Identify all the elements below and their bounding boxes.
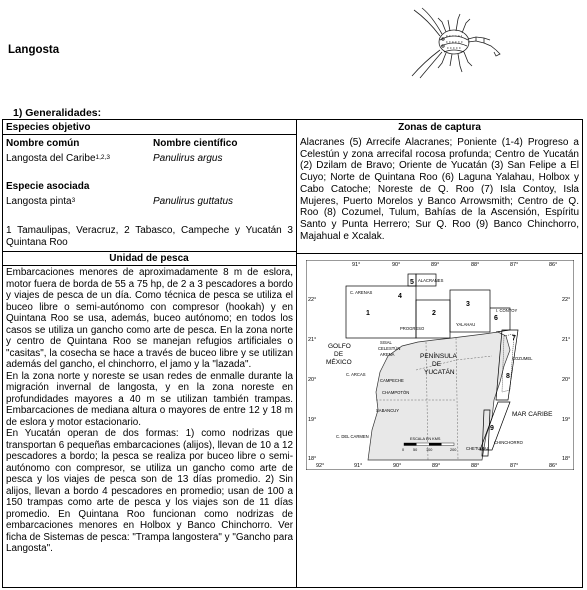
lat-label: 18° xyxy=(308,456,317,462)
map-place: CHAMPOTÓN xyxy=(382,390,410,395)
svg-text:0: 0 xyxy=(402,448,405,452)
lon-label: 89° xyxy=(432,463,441,469)
svg-text:200: 200 xyxy=(450,448,457,452)
zones-heading: Zonas de captura xyxy=(398,122,481,133)
zone-number: 9 xyxy=(490,425,494,432)
map-place: I. CONTOY xyxy=(496,308,518,313)
lon-label: 91° xyxy=(354,463,363,469)
lat-label: 19° xyxy=(562,417,571,423)
map-place: C. ARENAS xyxy=(350,290,373,295)
table-column-divider xyxy=(296,119,297,588)
map-region-label: DE xyxy=(432,361,442,368)
lon-label: 87° xyxy=(510,262,519,268)
zone-number: 2 xyxy=(432,310,436,317)
map-place: CHETUMAL xyxy=(466,446,490,451)
lat-label: 21° xyxy=(562,337,571,343)
lon-label: 88° xyxy=(471,262,480,268)
zone-number: 7 xyxy=(512,335,516,342)
map-place: ARENA xyxy=(380,352,395,357)
map-place: C. DEL CARMEN xyxy=(336,434,369,439)
lat-label: 22° xyxy=(562,297,571,303)
map-place: YALAHAU xyxy=(456,322,476,327)
species-footnote: 1 Tamaulipas, Veracruz, 2 Tabasco, Campeche y Yucatán 3 Quintana Roo xyxy=(6,225,293,248)
svg-text:50: 50 xyxy=(413,448,418,452)
map-place: SISAL xyxy=(380,340,392,345)
map-place: C. ARCAS xyxy=(346,372,366,377)
zone-number: 8 xyxy=(506,373,510,380)
zone-number: 3 xyxy=(466,301,470,308)
associated-species-scientific: Panulirus guttatus xyxy=(153,196,234,207)
lon-label: 92° xyxy=(316,463,325,469)
lat-label: 22° xyxy=(308,297,317,303)
svg-text:100: 100 xyxy=(426,448,433,452)
map-place: SABANCUY xyxy=(376,408,400,413)
associated-species-common: Langosta pinta$^3$ xyxy=(6,196,76,207)
lat-label: 20° xyxy=(562,377,571,383)
lon-label: 86° xyxy=(549,262,558,268)
scientific-name-header: Nombre científico xyxy=(153,138,238,149)
lon-label: 91° xyxy=(352,262,361,268)
map-place: PROGRESO xyxy=(400,326,425,331)
map-place: ALACRANES xyxy=(418,278,444,283)
map-region-label: MÉXICO xyxy=(326,359,352,366)
svg-text:ESCALA EN KMS: ESCALA EN KMS xyxy=(410,437,441,441)
zone-number: 5 xyxy=(410,279,414,286)
lon-label: 90° xyxy=(392,262,401,268)
table-divider xyxy=(2,251,296,252)
page-title: Langosta xyxy=(8,44,60,56)
map-place: COZUMEL xyxy=(512,356,533,361)
lon-label: 87° xyxy=(510,463,519,469)
zones-text: Alacranes (5) Arrecife Alacranes; Poniente (1-4) Progreso a Celestún y zona arrecifal rocosa profunda; Centro de Yucatán (2) Dzilam de Bravo; Oriente de Yucatán (3) San Felipe a El Cuyo; Norte de Quintana Roo (6) Laguna Yalahau, Holbox y Cabo Catoche; Noreste de Q. Roo (7) Isla Contoy, Isla Mujeres, Puerto Morelos y Banco Arrowsmith; Centro de Q. Roo (8) Cozumel, Tulum, Bahías de la Ascensión, Espíritu Santo y Punta Herrero; Sur Q. Roo (9) Banco Chinchorro, Majahual e Xcalak. xyxy=(300,137,579,242)
common-name-header: Nombre común xyxy=(6,138,80,149)
section-heading: 1) Generalidades: xyxy=(13,107,102,119)
lat-label: 20° xyxy=(308,377,317,383)
fishing-unit-heading: Unidad de pesca xyxy=(109,253,189,264)
lon-label: 89° xyxy=(431,262,440,268)
lat-label: 21° xyxy=(308,337,317,343)
lon-label: 90° xyxy=(393,463,402,469)
map-region-label: DE xyxy=(334,351,344,358)
map-place: CHINCHORRO xyxy=(494,440,523,445)
zone-number: 1 xyxy=(366,310,370,317)
fishing-unit-text: Embarcaciones menores de aproximadamente 8 m de eslora, motor fuera de borda de 55 a 75 hp, de 2 a 3 pescadores a bordo y viajes de pesca de un día. Como técnica de pesca se utiliza el buceo libre o semi-autónomo con compresor (hookah) y en Quintana Roo se usa, además, buceo autónomo; en todos los casos se utiliza un gancho como arte de pesca. En la zona norte y centro de Quintana Roo se manejan refugios artificiales o "casitas", la cosecha se hace a través de buceo libre y se utilizan además del gancho, el chinchorro, el jamo y la "lazada". En la zona norte y noreste se usan redes de enmalle durante la migración invernal de langosta, y en la zona noreste en profundidades mayores a 40 m se utilizan también trampas. Embarcaciones de mediana altura o mayores de entre 12 y 18 m de eslora y motor estacionario. En Yucatán operan de dos formas: 1) como nodrizas que transportan 6 pequeñas embarcaciones (alijos), llevan de 10 a 12 pescadores a bordo; la pesca se realiza por buceo libre o semi-autónomo con compresor, se utiliza un gancho como arte de pesca y los viajes de pesca son de 13 días promedio. 2) Sin alijos, llevan a bordo 4 pescadores en promedio; usan de 100 a 150 trampas como arte de pesca y los viajes son de 11 días promedio. En Quintana Roo funcionan como nodrizas de embarcaciones menores en Holbox y Banco Chinchorro. Ver ficha de Sistemas de pesca: "Trampa langostera" y "Gancho para Langosta". xyxy=(6,267,293,554)
zone-number: 4 xyxy=(398,293,402,300)
lat-label: 18° xyxy=(562,456,571,462)
map-place: CELESTÚN xyxy=(378,346,401,351)
target-species-common: Langosta del Caribe$^{1,2,3}$ xyxy=(6,153,110,164)
map-region-label: GOLFO xyxy=(328,343,351,350)
species-heading: Especies objetivo xyxy=(6,122,91,133)
target-species-scientific: Panulirus argus xyxy=(153,153,223,164)
lon-label: 86° xyxy=(549,463,558,469)
lon-label: 88° xyxy=(471,463,480,469)
table-divider xyxy=(2,265,296,266)
map-region-label: PENÍNSULA xyxy=(420,353,457,360)
map-place: CAMPECHE xyxy=(380,378,404,383)
lobster-illustration xyxy=(410,6,502,80)
table-divider xyxy=(2,134,296,135)
zone-number: 6 xyxy=(494,315,498,322)
table-divider xyxy=(296,253,583,254)
associated-species-heading: Especie asociada xyxy=(6,181,90,192)
map-region-label: YUCATÁN xyxy=(424,369,455,376)
yucatan-map xyxy=(306,260,574,470)
map-region-label: MAR CARIBE xyxy=(512,411,553,418)
lat-label: 19° xyxy=(308,417,317,423)
